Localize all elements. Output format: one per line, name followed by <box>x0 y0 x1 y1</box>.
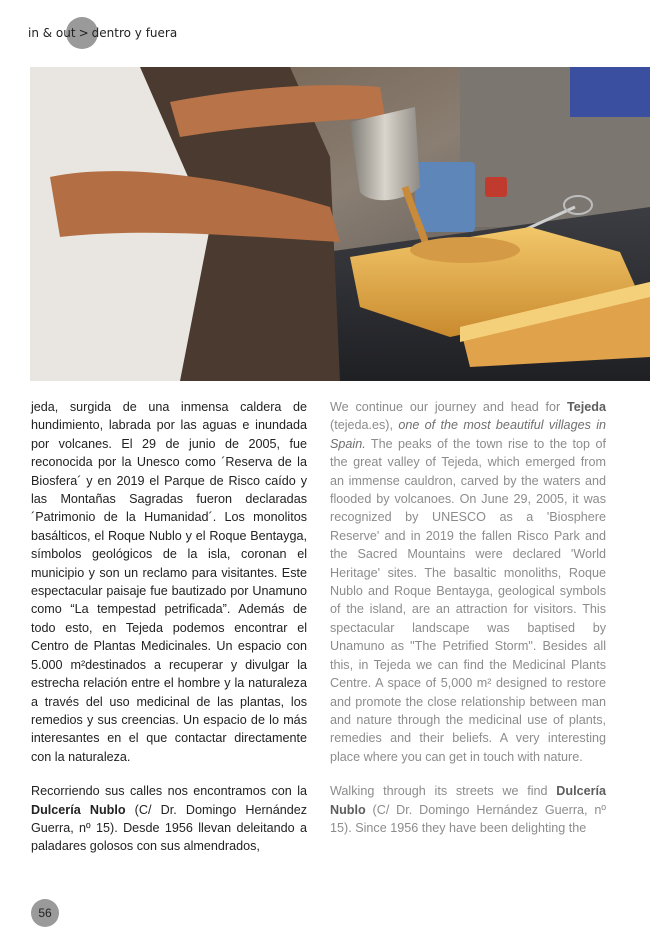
en-p1-intro: We continue our journey and head for <box>330 400 568 414</box>
en-p1-website: (tejeda.es), <box>330 418 399 433</box>
en-p2-shop-name: Dulcería Nublo <box>330 784 606 817</box>
header-section: dentro y fuera <box>91 26 178 40</box>
en-p1-highlight: one of the most beautiful villages in Spain. <box>330 418 606 451</box>
page-number: 56 <box>31 899 59 927</box>
en-paragraph-2 <box>330 782 606 837</box>
english-column <box>330 398 606 853</box>
spanish-column <box>31 398 307 872</box>
en-p2-intro: Walking through its streets we find <box>330 784 557 799</box>
en-p2-rest: (C/ Dr. Domingo Hernández Guerra, nº 15). Since 1956 they have been delighting the <box>330 802 606 835</box>
es-paragraph-2 <box>31 782 307 856</box>
en-p1-town-name: Tejeda <box>567 400 606 414</box>
header-separator: > <box>78 26 89 40</box>
es-paragraph-1: jeda, surgida de una inmensa caldera de hundimiento, labrada por las aguas e inundada por volcanes. El 29 de junio de 2005, fue reconocida por la Unesco como ´Reserva de la Biosfera´ y en 2019 el Parque de Risco caído y las Montañas Sagradas fueron declaradas ´Patrimonio de la Humanidad´. Los monolitos basálticos, el Roque Nublo y el Roque Bentayga, símbolos geológicos de la isla, coronan el municipio y son un reclamo para visitantes. Este espectacular paisaje fue bautizado por Unamuno como “La tempestad petrificada”. Además de todo esto, en Tejeda podemos encontrar el Centro de Plantas Medicinales. Un espacio con 5.000 m²destinados a recuperar y divulgar la estrecha relación entre el hombre y la naturaleza a través del uso medicinal de las plantas, los remedios y sus creencias. Un espacio de lo más interesantes en el que contactar directamente con la naturaleza. <box>31 400 307 764</box>
es-p2-rest: (C/ Dr. Domingo Hernández Guerra, nº 15). Desde 1956 llevan deleitando a paladares golosos con sus almendrados, <box>31 802 308 854</box>
header-brand: in & out <box>28 26 76 40</box>
photo-pastry-pouring <box>30 67 650 381</box>
es-p2-shop-name: Dulcería Nublo <box>31 802 126 817</box>
en-p1-body: The peaks of the town rise to the top of the great valley of Tejeda, which emerged from an immense cauldron, carved by the waters and flooded by volcanoes. On June 29, 2005, it was recognized by UNESCO as a 'Biosphere Reserve' and in 2019 the fallen Risco Park and the Sacred Mountains were declared 'World Heritage' sites. The basaltic monoliths, Roque Nublo and Roque Bentayga, geological symbols of the island, are an attraction for visitors. This spectacular landscape was baptised by Unamuno as "The Petrified Storm". Besides all this, in Tejeda we can find the Medicinal Plants Centre. A space of 5,000 m² designed to restore and promote the close relationship between man and nature through the medicinal use of plants, remedies and their beliefs. A very interesting place where you can get in touch with nature. <box>330 436 606 764</box>
es-p2-intro: Recorriendo sus calles nos encontramos con la <box>31 784 307 799</box>
running-header <box>28 20 177 46</box>
en-paragraph-1 <box>330 398 606 766</box>
